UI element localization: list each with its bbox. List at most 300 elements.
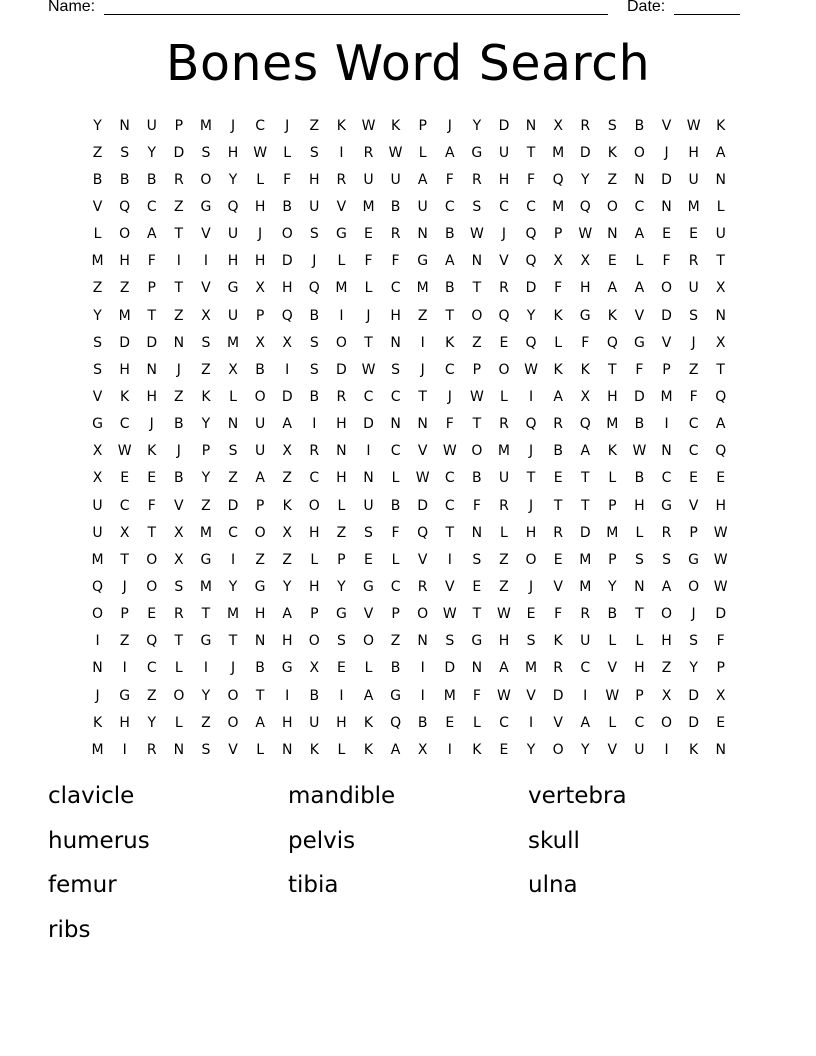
grid-letter[interactable]: H — [336, 470, 347, 487]
grid-letter[interactable]: G — [227, 280, 239, 297]
grid-letter[interactable]: D — [336, 361, 347, 378]
grid-letter[interactable]: D — [688, 714, 699, 731]
grid-letter[interactable]: Q — [281, 307, 293, 324]
grid-letter[interactable]: L — [256, 741, 265, 758]
grid-letter[interactable]: T — [716, 361, 725, 378]
grid-letter[interactable]: L — [391, 551, 400, 568]
grid-letter[interactable]: B — [634, 416, 645, 433]
grid-letter[interactable]: T — [147, 524, 157, 541]
grid-letter[interactable]: U — [715, 226, 726, 243]
grid-letter[interactable]: Q — [552, 171, 564, 188]
grid-letter[interactable]: Q — [715, 388, 727, 405]
grid-letter[interactable]: I — [583, 687, 588, 704]
grid-letter[interactable]: D — [444, 660, 456, 677]
grid-letter[interactable]: R — [499, 280, 509, 297]
grid-letter[interactable]: K — [607, 307, 617, 324]
grid-letter[interactable]: F — [445, 171, 454, 188]
grid-letter[interactable]: F — [147, 497, 156, 514]
grid-letter[interactable]: I — [528, 714, 534, 731]
grid-letter[interactable]: Z — [499, 551, 509, 568]
grid-letter[interactable]: D — [281, 388, 293, 405]
grid-letter[interactable]: B — [472, 470, 482, 487]
grid-letter[interactable]: E — [689, 470, 699, 487]
grid-letter[interactable]: J — [528, 497, 534, 514]
grid-letter[interactable]: J — [447, 388, 452, 405]
grid-letter[interactable]: B — [174, 470, 184, 487]
grid-letter[interactable]: R — [471, 171, 482, 188]
grid-letter[interactable]: E — [147, 470, 157, 487]
grid-letter[interactable]: P — [310, 606, 319, 623]
grid-letter[interactable]: U — [363, 497, 374, 514]
grid-letter[interactable]: A — [146, 226, 157, 243]
grid-letter[interactable]: C — [526, 198, 536, 215]
grid-letter[interactable]: Q — [390, 714, 402, 731]
grid-letter[interactable]: S — [391, 361, 401, 378]
grid-letter[interactable]: N — [173, 741, 185, 758]
grid-letter[interactable]: E — [445, 714, 455, 731]
grid-letter[interactable]: X — [417, 741, 428, 758]
grid-letter[interactable]: B — [255, 660, 265, 677]
grid-letter[interactable]: S — [689, 633, 699, 650]
grid-letter[interactable]: V — [607, 660, 618, 677]
grid-letter[interactable]: H — [119, 361, 130, 378]
grid-letter[interactable]: L — [310, 551, 319, 568]
grid-letter[interactable]: K — [607, 443, 617, 460]
grid-letter[interactable]: C — [634, 198, 645, 215]
grid-letter[interactable]: H — [309, 524, 320, 541]
grid-letter[interactable]: L — [472, 714, 481, 731]
grid-letter[interactable]: O — [227, 687, 239, 704]
grid-letter[interactable]: E — [662, 226, 671, 243]
grid-letter[interactable]: U — [688, 280, 699, 297]
grid-letter[interactable]: Z — [472, 334, 482, 351]
grid-letter[interactable]: G — [661, 497, 672, 514]
grid-letter[interactable]: L — [337, 497, 346, 514]
grid-letter[interactable]: I — [664, 416, 669, 433]
grid-letter[interactable]: O — [308, 633, 320, 650]
grid-letter[interactable]: W — [253, 144, 268, 161]
grid-letter[interactable]: F — [472, 497, 481, 514]
grid-letter[interactable]: A — [715, 416, 726, 433]
grid-letter[interactable]: G — [200, 633, 212, 650]
grid-letter[interactable]: E — [689, 226, 699, 243]
grid-letter[interactable]: U — [390, 171, 401, 188]
grid-letter[interactable]: C — [390, 578, 401, 595]
grid-letter[interactable]: V — [634, 307, 645, 324]
grid-letter[interactable]: Q — [525, 334, 537, 351]
grid-letter[interactable]: O — [119, 226, 131, 243]
grid-letter[interactable]: V — [661, 334, 672, 351]
grid-letter[interactable]: Y — [147, 714, 157, 731]
grid-letter[interactable]: R — [661, 524, 672, 541]
grid-letter[interactable]: I — [122, 741, 127, 758]
grid-letter[interactable]: B — [309, 307, 320, 324]
grid-letter[interactable]: Q — [606, 334, 618, 351]
grid-letter[interactable]: Z — [92, 280, 103, 297]
grid-letter[interactable]: S — [526, 633, 536, 650]
grid-letter[interactable]: N — [92, 660, 103, 677]
grid-letter[interactable]: H — [336, 416, 347, 433]
grid-letter[interactable]: D — [552, 687, 564, 704]
grid-letter[interactable]: P — [608, 497, 617, 514]
grid-letter[interactable]: H — [607, 388, 618, 405]
grid-letter[interactable]: C — [444, 361, 455, 378]
grid-letter[interactable]: T — [580, 470, 590, 487]
grid-letter[interactable]: X — [282, 334, 292, 351]
grid-letter[interactable]: N — [363, 470, 374, 487]
grid-letter[interactable]: A — [634, 280, 645, 297]
grid-letter[interactable]: M — [687, 198, 700, 215]
grid-letter[interactable]: C — [228, 524, 238, 541]
grid-letter[interactable]: Q — [498, 307, 510, 324]
grid-letter[interactable]: F — [391, 524, 400, 541]
date-blank-line[interactable] — [674, 14, 740, 15]
grid-letter[interactable]: Z — [417, 307, 428, 324]
grid-letter[interactable]: X — [715, 687, 726, 704]
grid-letter[interactable]: A — [417, 171, 428, 188]
grid-letter[interactable]: X — [309, 660, 320, 677]
grid-letter[interactable]: K — [363, 714, 374, 731]
grid-letter[interactable]: E — [716, 714, 726, 731]
grid-letter[interactable]: W — [524, 361, 538, 378]
grid-letter[interactable]: E — [336, 660, 346, 677]
grid-letter[interactable]: T — [445, 307, 455, 324]
grid-letter[interactable]: K — [390, 117, 401, 134]
grid-letter[interactable]: Z — [119, 280, 130, 297]
grid-letter[interactable]: S — [309, 144, 319, 161]
grid-letter[interactable]: N — [417, 226, 428, 243]
grid-letter[interactable]: S — [336, 633, 346, 650]
grid-letter[interactable]: V — [553, 578, 563, 595]
grid-letter[interactable]: L — [500, 524, 508, 541]
grid-letter[interactable]: O — [146, 551, 158, 568]
grid-letter[interactable]: Z — [499, 578, 509, 595]
grid-letter[interactable]: W — [713, 524, 728, 541]
grid-letter[interactable]: I — [122, 660, 127, 677]
grid-letter[interactable]: D — [498, 117, 510, 134]
grid-letter[interactable]: R — [553, 660, 563, 677]
grid-letter[interactable]: H — [146, 388, 157, 405]
grid-letter[interactable]: D — [661, 307, 672, 324]
grid-letter[interactable]: Z — [228, 470, 238, 487]
grid-letter[interactable]: S — [309, 361, 319, 378]
grid-letter[interactable]: U — [634, 741, 645, 758]
grid-letter[interactable]: V — [174, 497, 184, 514]
grid-letter[interactable]: V — [417, 443, 428, 460]
grid-letter[interactable]: K — [92, 714, 103, 731]
grid-letter[interactable]: G — [254, 578, 266, 595]
grid-letter[interactable]: M — [91, 551, 104, 568]
grid-letter[interactable]: X — [255, 334, 265, 351]
grid-letter[interactable]: N — [227, 416, 239, 433]
grid-letter[interactable]: M — [660, 388, 673, 405]
grid-letter[interactable]: W — [713, 578, 728, 595]
grid-letter[interactable]: M — [552, 198, 565, 215]
grid-letter[interactable]: L — [635, 633, 644, 650]
grid-letter[interactable]: X — [580, 388, 591, 405]
grid-letter[interactable]: C — [688, 416, 699, 433]
grid-letter[interactable]: E — [553, 551, 563, 568]
grid-letter[interactable]: T — [635, 606, 644, 623]
grid-letter[interactable]: L — [229, 388, 237, 405]
grid-letter[interactable]: N — [661, 443, 672, 460]
grid-letter[interactable]: I — [420, 334, 425, 351]
grid-letter[interactable]: N — [336, 443, 347, 460]
grid-letter[interactable]: S — [472, 198, 482, 215]
grid-letter[interactable]: M — [497, 443, 510, 460]
grid-letter[interactable]: M — [579, 578, 592, 595]
grid-letter[interactable]: J — [664, 144, 669, 161]
grid-letter[interactable]: J — [176, 443, 181, 460]
grid-letter[interactable]: H — [309, 578, 320, 595]
grid-letter[interactable]: F — [581, 334, 590, 351]
grid-letter[interactable]: J — [501, 226, 507, 243]
grid-letter[interactable]: P — [662, 361, 671, 378]
grid-letter[interactable]: H — [227, 144, 239, 161]
grid-letter[interactable]: L — [174, 714, 183, 731]
grid-letter[interactable]: K — [363, 741, 374, 758]
grid-letter[interactable]: I — [285, 361, 290, 378]
grid-letter[interactable]: V — [607, 741, 618, 758]
grid-letter[interactable]: H — [525, 524, 537, 541]
grid-letter[interactable]: Y — [93, 117, 102, 134]
grid-letter[interactable]: U — [146, 117, 157, 134]
grid-letter[interactable]: N — [254, 633, 266, 650]
grid-letter[interactable]: Y — [201, 470, 211, 487]
grid-letter[interactable]: Z — [201, 361, 211, 378]
grid-letter[interactable]: X — [661, 687, 672, 704]
grid-letter[interactable]: G — [417, 253, 429, 270]
grid-letter[interactable]: Y — [580, 741, 590, 758]
grid-letter[interactable]: V — [92, 388, 103, 405]
grid-letter[interactable]: M — [362, 198, 375, 215]
grid-letter[interactable]: Q — [417, 524, 429, 541]
grid-letter[interactable]: V — [336, 198, 347, 215]
grid-letter[interactable]: F — [689, 388, 698, 405]
grid-letter[interactable]: X — [92, 470, 103, 487]
grid-letter[interactable]: L — [256, 171, 265, 188]
grid-letter[interactable]: B — [634, 117, 645, 134]
grid-letter[interactable]: G — [119, 687, 131, 704]
grid-letter[interactable]: N — [525, 117, 537, 134]
grid-letter[interactable]: C — [363, 388, 374, 405]
grid-letter[interactable]: B — [119, 171, 130, 188]
grid-letter[interactable]: Q — [715, 443, 727, 460]
grid-letter[interactable]: O — [606, 198, 618, 215]
grid-letter[interactable]: M — [606, 524, 619, 541]
grid-letter[interactable]: O — [254, 524, 266, 541]
grid-letter[interactable]: D — [119, 334, 131, 351]
grid-letter[interactable]: Y — [472, 117, 482, 134]
grid-letter[interactable]: S — [228, 443, 238, 460]
grid-letter[interactable]: G — [633, 334, 645, 351]
grid-letter[interactable]: S — [662, 551, 671, 568]
grid-letter[interactable]: W — [632, 443, 647, 460]
grid-letter[interactable]: F — [364, 253, 373, 270]
grid-letter[interactable]: X — [119, 524, 130, 541]
grid-letter[interactable]: Z — [92, 144, 103, 161]
grid-letter[interactable]: P — [174, 117, 184, 134]
grid-letter[interactable]: O — [335, 334, 347, 351]
grid-letter[interactable]: R — [309, 443, 320, 460]
grid-letter[interactable]: D — [146, 334, 158, 351]
grid-letter[interactable]: A — [634, 226, 645, 243]
grid-letter[interactable]: B — [282, 198, 292, 215]
grid-letter[interactable]: T — [445, 524, 455, 541]
grid-letter[interactable]: I — [176, 253, 181, 270]
grid-letter[interactable]: E — [499, 334, 509, 351]
grid-letter[interactable]: H — [254, 198, 266, 215]
grid-letter[interactable]: C — [119, 497, 130, 514]
grid-letter[interactable]: O — [308, 497, 320, 514]
grid-letter[interactable]: I — [230, 551, 236, 568]
grid-letter[interactable]: J — [528, 578, 534, 595]
grid-letter[interactable]: P — [391, 606, 400, 623]
grid-letter[interactable]: J — [528, 443, 534, 460]
grid-letter[interactable]: M — [199, 578, 212, 595]
grid-letter[interactable]: E — [607, 253, 617, 270]
grid-letter[interactable]: Z — [146, 687, 157, 704]
grid-letter[interactable]: O — [498, 361, 510, 378]
grid-letter[interactable]: N — [471, 524, 483, 541]
grid-letter[interactable]: R — [336, 171, 347, 188]
grid-letter[interactable]: G — [200, 551, 212, 568]
grid-letter[interactable]: L — [554, 334, 563, 351]
grid-letter[interactable]: I — [95, 633, 100, 650]
grid-letter[interactable]: H — [119, 714, 130, 731]
grid-letter[interactable]: T — [255, 687, 265, 704]
grid-letter[interactable]: L — [608, 633, 617, 650]
grid-letter[interactable]: E — [364, 226, 373, 243]
grid-letter[interactable]: N — [417, 633, 428, 650]
grid-letter[interactable]: H — [498, 633, 510, 650]
grid-letter[interactable]: Q — [579, 416, 591, 433]
grid-letter[interactable]: J — [95, 687, 100, 704]
grid-letter[interactable]: H — [390, 307, 401, 324]
grid-letter[interactable]: P — [472, 361, 482, 378]
grid-letter[interactable]: K — [689, 741, 699, 758]
grid-letter[interactable]: O — [661, 280, 673, 297]
grid-letter[interactable]: U — [417, 198, 428, 215]
grid-letter[interactable]: V — [201, 280, 211, 297]
grid-letter[interactable]: I — [339, 687, 344, 704]
grid-letter[interactable]: V — [363, 606, 374, 623]
grid-letter[interactable]: C — [146, 198, 157, 215]
grid-letter[interactable]: A — [553, 388, 563, 405]
grid-letter[interactable]: B — [390, 198, 401, 215]
grid-letter[interactable]: X — [715, 334, 726, 351]
grid-letter[interactable]: E — [526, 606, 536, 623]
grid-letter[interactable]: K — [553, 307, 563, 324]
grid-letter[interactable]: S — [689, 307, 699, 324]
grid-letter[interactable]: C — [444, 470, 455, 487]
grid-letter[interactable]: W — [469, 388, 484, 405]
grid-letter[interactable]: B — [255, 361, 265, 378]
grid-letter[interactable]: J — [149, 416, 154, 433]
grid-letter[interactable]: F — [554, 606, 563, 623]
grid-letter[interactable]: P — [337, 551, 346, 568]
grid-letter[interactable]: L — [337, 253, 346, 270]
grid-letter[interactable]: S — [364, 524, 373, 541]
grid-letter[interactable]: O — [281, 226, 293, 243]
grid-letter[interactable]: R — [363, 144, 374, 161]
grid-letter[interactable]: M — [579, 551, 592, 568]
grid-letter[interactable]: O — [254, 388, 266, 405]
grid-letter[interactable]: B — [92, 171, 103, 188]
grid-letter[interactable]: H — [309, 171, 320, 188]
grid-letter[interactable]: K — [607, 144, 617, 161]
grid-letter[interactable]: K — [580, 361, 590, 378]
grid-letter[interactable]: Z — [174, 307, 184, 324]
grid-letter[interactable]: S — [634, 551, 644, 568]
grid-letter[interactable]: E — [553, 470, 563, 487]
grid-letter[interactable]: M — [91, 741, 104, 758]
grid-letter[interactable]: I — [366, 443, 371, 460]
grid-letter[interactable]: J — [691, 606, 696, 623]
grid-letter[interactable]: U — [92, 497, 103, 514]
grid-letter[interactable]: T — [228, 633, 238, 650]
grid-letter[interactable]: V — [688, 497, 699, 514]
grid-letter[interactable]: R — [499, 497, 509, 514]
grid-letter[interactable]: P — [255, 497, 265, 514]
grid-letter[interactable]: K — [553, 361, 563, 378]
grid-letter[interactable]: X — [282, 524, 292, 541]
grid-letter[interactable]: I — [447, 741, 452, 758]
grid-letter[interactable]: I — [664, 741, 669, 758]
grid-letter[interactable]: Y — [201, 687, 211, 704]
grid-letter[interactable]: F — [716, 633, 725, 650]
grid-letter[interactable]: W — [578, 226, 593, 243]
grid-letter[interactable]: H — [688, 144, 699, 161]
grid-letter[interactable]: W — [497, 606, 511, 623]
grid-letter[interactable]: I — [339, 144, 344, 161]
grid-letter[interactable]: L — [608, 714, 617, 731]
grid-letter[interactable]: D — [579, 524, 591, 541]
grid-letter[interactable]: M — [199, 117, 212, 134]
grid-letter[interactable]: N — [173, 334, 185, 351]
grid-letter[interactable]: V — [526, 687, 536, 704]
grid-letter[interactable]: P — [147, 280, 156, 297]
grid-letter[interactable]: F — [147, 253, 156, 270]
grid-letter[interactable]: O — [92, 606, 104, 623]
grid-letter[interactable]: M — [443, 687, 456, 704]
grid-letter[interactable]: J — [447, 117, 452, 134]
grid-letter[interactable]: G — [200, 198, 212, 215]
grid-letter[interactable]: A — [282, 606, 292, 623]
grid-letter[interactable]: V — [661, 117, 672, 134]
grid-letter[interactable]: S — [309, 226, 319, 243]
grid-letter[interactable]: X — [255, 280, 265, 297]
grid-letter[interactable]: K — [336, 117, 346, 134]
grid-letter[interactable]: U — [498, 144, 510, 161]
grid-letter[interactable]: N — [715, 171, 726, 188]
grid-letter[interactable]: N — [661, 198, 672, 215]
grid-letter[interactable]: G — [281, 660, 293, 677]
grid-letter[interactable]: F — [527, 171, 536, 188]
grid-letter[interactable]: G — [579, 307, 591, 324]
grid-letter[interactable]: K — [553, 633, 563, 650]
grid-letter[interactable]: J — [122, 578, 127, 595]
grid-letter[interactable]: F — [445, 416, 454, 433]
grid-letter[interactable]: B — [146, 171, 157, 188]
grid-letter[interactable]: S — [607, 117, 617, 134]
grid-letter[interactable]: G — [471, 144, 483, 161]
grid-letter[interactable]: B — [309, 388, 320, 405]
grid-letter[interactable]: I — [447, 551, 452, 568]
grid-letter[interactable]: T — [201, 606, 211, 623]
grid-letter[interactable]: K — [309, 741, 319, 758]
grid-letter[interactable]: Q — [525, 253, 537, 270]
